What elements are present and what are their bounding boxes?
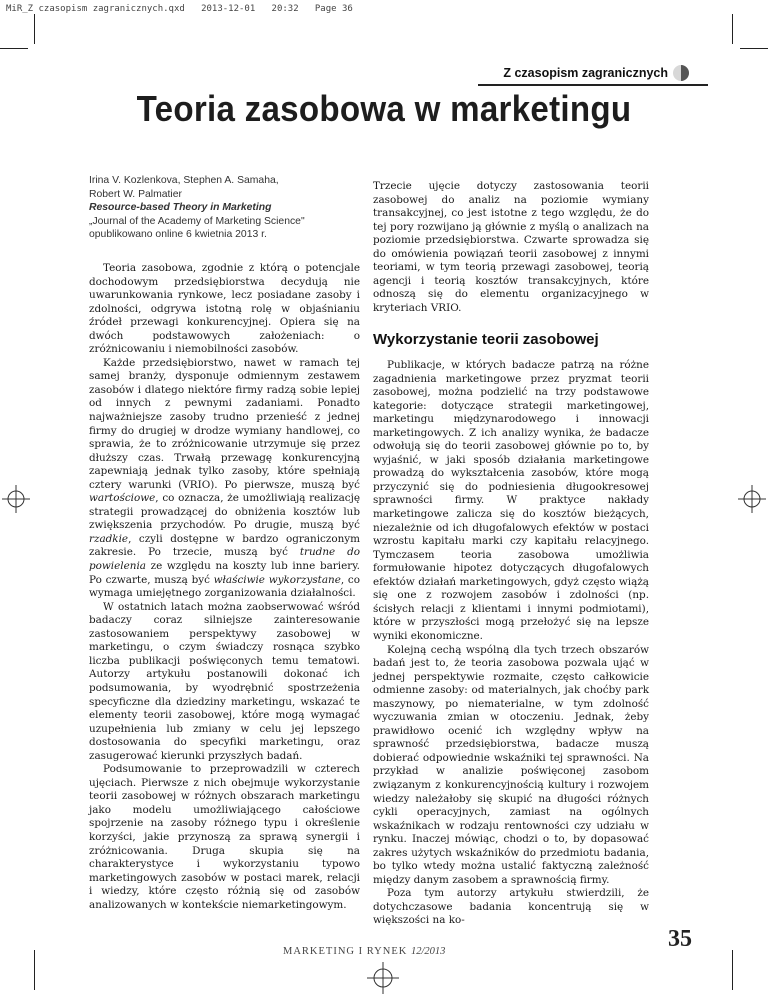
registration-mark-right: [738, 485, 766, 513]
registration-mark-left: [2, 485, 30, 513]
page-number: 35: [668, 926, 692, 952]
left-column: [89, 262, 360, 912]
citation-journal: „Journal of the Academy of Marketing Science": [89, 215, 305, 227]
registration-mark-bottom: [367, 962, 399, 994]
citation-authors: Irina V. Kozlenkova, Stephen A. Samaha,: [89, 175, 279, 186]
citation-article-title: Resource-based Theory in Marketing: [89, 202, 272, 213]
crop-mark-left-horizontal: [0, 48, 28, 49]
crop-mark-top-right: [732, 14, 733, 44]
paragraph: Teoria zasobowa, zgodnie z którą o potencjale dochodowym przedsiębiorstwa decydują nie uwarunkowania rynkowe, lecz posiadane zasoby i zdolności, odgrywa istotną rolę w objaśnianiu źródeł przewagi konkurencyjnej. Opiera się na dwóch podstawowych założeniach: o zróżnicowaniu i niemobilności zasobów.: [89, 262, 360, 356]
footer-journal-name: MARKETING I RYNEK: [283, 946, 408, 957]
citation-authors-cont: Robert W. Palmatier: [89, 188, 182, 200]
article-citation: [89, 174, 359, 242]
paragraph: Publikacje, w których badacze patrzą na różne zagadnienia marketingowe przez pryzmat teorii zasobowej, można podzielić na trzy podstawowe kategorie: dotyczące strategii marketingowej, marketingu międzynarodowego i innowacji marketingowych. Z ich analizy wynika, że badacze odwołują się do teorii zasobowej głównie po to, by wyjaśnić, w jaki sposób działania marketingowe prowadzą do wykształcenia zasobów, które mogą przyczynić się do podniesienia długookresowej sprawności firmy. W praktyce nakłady marketingowe zalicza się do kosztów bieżących, niezależnie od ich długofalowych efektów w postaci wzrostu kapitału marki czy kapitału relacyjnego. Tymczasem teoria zasobowa umożliwia formułowanie hipotez dotyczących długofalowych efektów działań marketingowych, gdyż często wiążą się one z rozwojem zasobów i zdolności (np. ścisłych relacji z klientami i innymi podmiotami), które w przyszłości mogą przełożyć się na lepsze wyniki ekonomiczne.: [373, 359, 649, 642]
slug-filename: MiR_Z czasopism zagranicznych.qxd: [6, 4, 185, 14]
crop-mark-right-horizontal: [740, 48, 768, 49]
footer-issue: 12/2013: [410, 946, 446, 957]
slug-page: Page 36: [314, 4, 353, 14]
paragraph: Trzecie ujęcie dotyczy zastosowania teorii zasobowej do analiz na poziomie wymiany transakcyjnej, co jest istotne z tego względu, że do tej pory rozwijano ją głównie z myślą o analizach na poziomie przedsiębiorstwa. Czwarte sprowadza się do omówienia powiązań teorii zasobowej z innymi teoriami, w tym teorią przewagi zasobowej, teorią agencji i teorią kosztów transakcyjnych, które odnoszą się do elementu organizacyjnego w kryteriach VRIO.: [373, 180, 649, 314]
print-slug: [6, 4, 353, 14]
paragraph: Poza tym autorzy artykułu stwierdzili, że dotychczasowe badania koncentrują się w większości na ko-: [373, 887, 649, 927]
paragraph: Kolejną cechą wspólną dla tych trzech obszarów badań jest to, że teoria zasobowa pozwala ująć w jednej perspektywie rozmaite, często całkowicie odmienne zasoby: od materialnych, jak choćby park maszynowy, po niematerialne, w tym zdolność wyczuwania zmian w otoczeniu. Jednak, żeby prawidłowo ocenić ich względny wpływ na sprawność przedsiębiorstwa, badacze muszą dobierać odpowiednie wskaźniki tej sprawności. Na przykład w analizie poświęconej zasobom związanym z konkurencyjnością kultury i rozwojem wiedzy należałoby się skupić na długości różnych cykli operacyjnych, zamiast na ogólnych wskaźnikach w rodzaju rentowności czy udziału w rynku. Inaczej mówiąc, chodzi o to, by dopasować zakres użytych wskaźników do przedmiotu badania, bo tylko wtedy można ustalić faktyczną zależność między danym zasobem a sprawnością firmy.: [373, 643, 649, 886]
half-circle-icon: [672, 64, 690, 82]
paragraph: W ostatnich latach można zaobserwować wśród badaczy coraz silniejsze zainteresowanie zastosowaniem perspektywy zasobowej w marketingu, o czym świadczy rosnąca szybko liczba publikacji poświęconych temu tematowi. Autorzy artykułu postanowili dokonać ich podsumowania, by wyodrębnić spostrzeżenia specyficzne dla dziedziny marketingu, wskazać te elementy teorii zasobowej, które mogą wymagać uzupełnienia lub zmiany w celu jej lepszego dostosowania do specyfiki marketingu, oraz zasugerować kierunki przyszłych badań.: [89, 600, 360, 762]
crop-mark-top-left: [34, 14, 35, 44]
paragraph-vrio: [89, 357, 360, 601]
vrio-text: , co oznacza, że umożliwiają realizację strategii prowadzącej do obniżenia kosztów lub zwiększenia przychodów. Po drugie, muszą być: [89, 492, 360, 532]
slug-date: 2013-12-01: [201, 4, 256, 14]
right-column: [373, 180, 649, 928]
crop-mark-bottom-right: [732, 950, 733, 990]
section-title: Z czasopism zagranicznych: [503, 66, 668, 80]
slug-time: 20:32: [271, 4, 299, 14]
paragraph: Podsumowanie to przeprowadzili w czterech ujęciach. Pierwsze z nich obejmuje wykorzystanie teorii zasobowej w różnych obszarach marketingu jako modelu umożliwiającego całościowe spojrzenie na zasoby różnego typu i określenie korzyści, jakie przynoszą za sprawą synergii i zróżnicowania. Druga skupia się na charakterystyce i wykorzystaniu typowo marketingowych zasobów w postaci marek, relacji i wiedzy, które często różnią się od zasobów analizowanych w kontekście niemarketingowym.: [89, 763, 360, 911]
intro-block: [373, 180, 649, 315]
vrio-text: , czyli dostępne w bardzo ograniczonym zakresie. Po trzecie, muszą być: [89, 532, 360, 559]
vrio-term-inimitable: trudne do powielenia: [89, 546, 360, 573]
article-headline: Teoria zasobowa w marketingu: [136, 88, 632, 129]
vrio-text: , co wymaga umiejętnego zorganizowania działalności.: [89, 573, 360, 600]
vrio-term-valuable: wartościowe: [89, 492, 156, 505]
vrio-text-lead: Każde przedsiębiorstwo, nawet w ramach tej samej branży, dysponuje odmiennym zestawem zasobów i dlatego niektóre firmy radzą sobie lepiej od innych z pewnymi zadaniami. Ponadto najważniejsze zasoby trudno przenieść z jednej firmy do drugiej w drodze wymiany handlowej, co sprawia, że to zróżnicowanie utrzymuje się przez dłuższy czas. Trwałą przewagę konkurencyjną zapewniają jednak tylko zasoby, które spełniają cztery warunki (VRIO). Po pierwsze, muszą być: [89, 356, 360, 491]
vrio-text: ze względu na koszty lub inne bariery. Po czwarte, muszą być: [89, 560, 360, 586]
citation-published: opublikowano online 6 kwietnia 2013 r.: [89, 229, 267, 240]
crop-mark-bottom-left: [34, 950, 35, 990]
section-subheading: Wykorzystanie teorii zasobowej: [373, 331, 599, 349]
footer-journal: [283, 946, 445, 957]
vrio-term-rare: rzadkie: [89, 532, 129, 545]
section-header: [503, 64, 690, 82]
header-rule: [478, 84, 708, 86]
vrio-term-organized: właściwie wykorzystane: [213, 573, 341, 586]
